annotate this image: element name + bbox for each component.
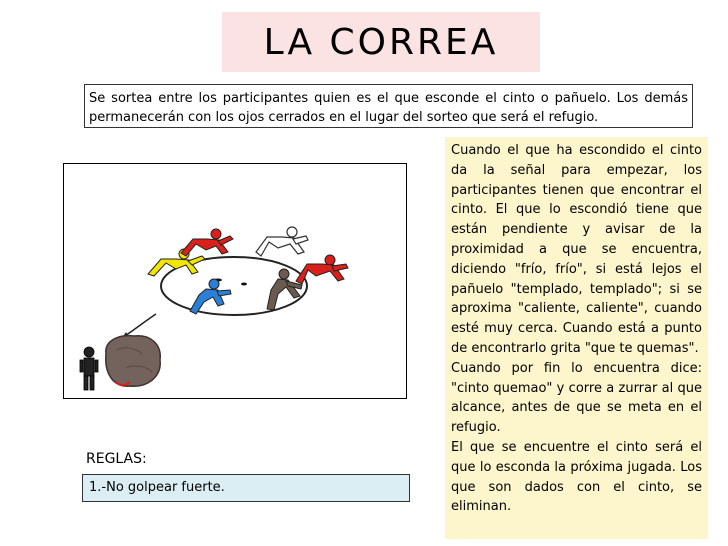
refuge-rock xyxy=(106,336,160,387)
game-illustration xyxy=(63,163,407,399)
center-mark xyxy=(241,283,247,286)
illustration-canvas xyxy=(64,164,408,400)
standing-child-icon xyxy=(80,347,98,390)
description-paragraph: Cuando por fin lo encuentra dice: "cinto quemao" y corre a zurrar al que alcance, antes de que se meta en el refugio. xyxy=(451,360,702,436)
description-paragraph: Cuando el que ha escondido el cinto da la señal para empezar, los participantes tienen que encontrar el cinto. El que lo escondió tiene que están pendiente y avisar de la proximidad a que se encuentra, diciendo "frío, frío", si está lejos el pañuelo "templado, templado"; si se aproxima "caliente, caliente", cuando esté muy cerca. Cuando está a punto de encontrarlo grita "que te quemas". xyxy=(451,143,702,356)
intro-text-box xyxy=(84,84,693,128)
rule-item xyxy=(82,474,410,502)
running-child-icon xyxy=(267,269,302,310)
description-box xyxy=(445,137,708,539)
page-title: LA CORREA xyxy=(263,21,499,63)
running-child-icon xyxy=(190,279,231,314)
rules-heading: REGLAS: xyxy=(86,451,147,467)
running-child-icon xyxy=(256,227,308,256)
rule-text: 1.-No golpear fuerte. xyxy=(89,480,225,495)
running-child-icon xyxy=(148,249,205,276)
running-child-icon xyxy=(181,229,233,256)
intro-text: Se sortea entre los participantes quien es el que esconde el cinto o pañuelo. Los demás permanecerán con los ojos cerrados en el lugar del sorteo que será el refugio. xyxy=(89,91,688,125)
title-banner xyxy=(222,12,540,72)
running-child-icon xyxy=(296,255,348,284)
description-paragraph: El que se encuentre el cinto será el que lo esconda la próxima jugada. Los que son dados con el cinto, se eliminan. xyxy=(451,439,702,515)
